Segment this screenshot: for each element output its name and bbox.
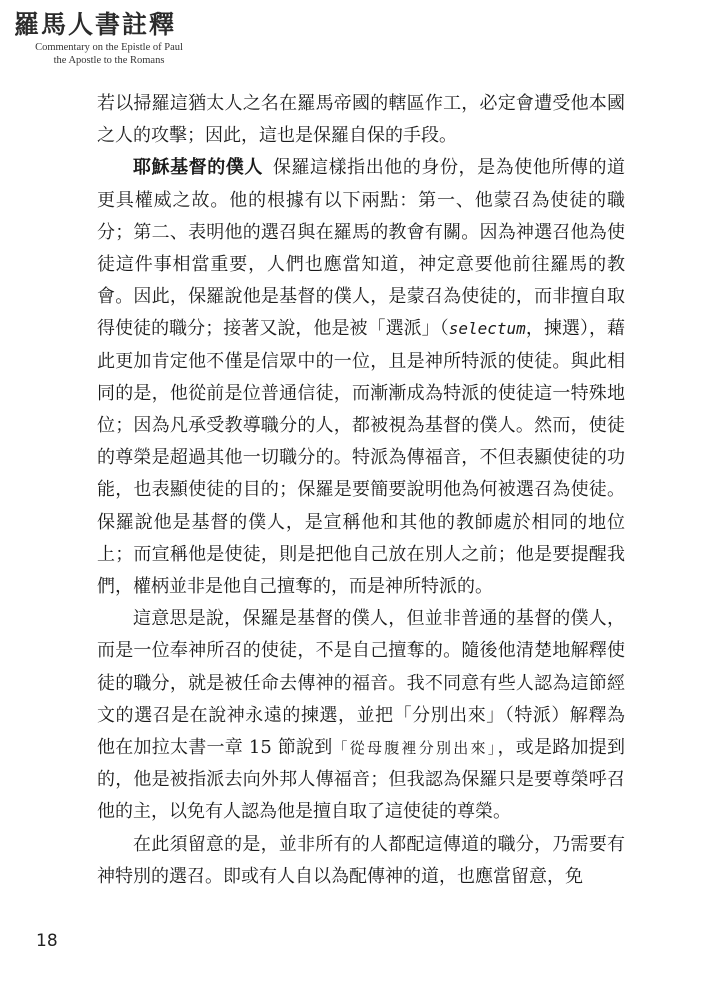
page-number: 18 [36,931,58,951]
page-body [97,88,625,893]
paragraph-2 [97,152,625,603]
paragraph-2-text-a: 保羅這樣指出他的身份，是為使他所傳的道更具權威之故。他的根據有以下兩點：第一、他蒙召為使徒的職分；第二、表明他的選召與在羅馬的教會有關。因為神選召他為使徒這件事相當重要，人們也應當知道，神定意要他前往羅馬的教會。因此，保羅說他是基督的僕人，是蒙召為使徒的，而非擅自取得使徒的職分；接著又說，他是被「選派」（ [97,157,625,340]
paragraph-4: 在此須留意的是，並非所有的人都配這傳道的職分，乃需要有神特別的選召。即或有人自以為配傳神的道，也應當留意，免 [97,833,625,887]
book-subtitle-line-1: Commentary on the Epistle of Paul [35,42,183,53]
latin-term: selectum [448,319,526,339]
paragraph-2-heading: 耶穌基督的僕人 [133,157,263,179]
paragraph-3-text-b: ，或是路加提到的，他是被指派去向外邦人傳福音；但我認為保羅只是要尊榮呼召他的主，以免有人認為他是擅自取了這使徒的尊榮。 [97,737,625,823]
book-subtitle-line-2: the Apostle to the Romans [53,55,165,66]
paragraph-3 [97,603,625,828]
scripture-quote: 「從母腹裡分別出來」 [332,739,498,758]
paragraph-1: 若以掃羅這猶太人之名在羅馬帝國的轄區作工，必定會遭受他本國之人的攻擊；因此，這也是保羅自保的手段。 [97,93,625,147]
paragraph-3-text-a: 這意思是說，保羅是基督的僕人，但並非普通的基督的僕人，而是一位奉神所召的使徒，不是自己擅奪的。隨後他清楚地解釋使徒的職分，就是被任命去傳神的福音。我不同意有些人認為這節經文的選召是在說神永遠的揀選，並把「分別出來」（特派）解釋為他在加拉太書一章 15 節說到 [97,608,625,759]
running-header [14,10,214,67]
book-title: 羅馬人書註釋 [14,10,177,39]
paragraph-2-text-b: ，揀選），藉此更加肯定他不僅是信眾中的一位，且是神所特派的使徒。與此相同的是，他從前是位普通信徒，而漸漸成為特派的使徒這一特殊地位；因為凡承受教導職分的人，都被視為基督的僕人。然而，使徒的尊榮是超過其他一切職分的。特派為傳福音，不但表顯使徒的功能，也表顯使徒的目的；保羅是要簡要說明他為何被選召為使徒。保羅說他是基督的僕人，是宣稱他和其他的教師處於相同的地位上；而宣稱他是使徒，則是把他自己放在別人之前；他是要提醒我們，權柄並非是他自己擅奪的，而是神所特派的。 [97,318,626,598]
book-subtitle [14,41,204,67]
